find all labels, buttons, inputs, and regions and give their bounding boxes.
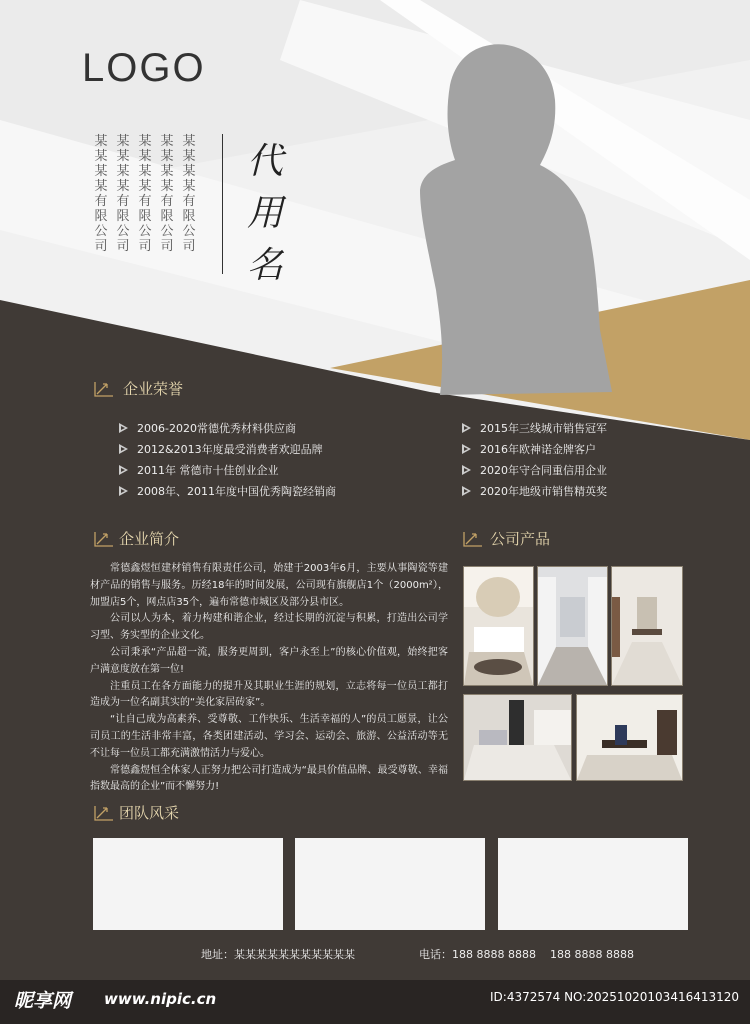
watermark-url: www.nipic.cn — [104, 990, 217, 1008]
company-name-column: 某某某某有限公司 — [182, 134, 196, 254]
honor-item: 2020年地级市销售精英奖 — [460, 484, 607, 498]
play-triangle-icon — [460, 485, 472, 497]
logo: LOGO — [82, 46, 206, 90]
intro-paragraph: 公司以人为本，着力构建和谐企业，经过长期的沉淀与积累，打造出公司学习型、务实型的企业文化。 — [90, 613, 448, 642]
intro-title: 企业简介 — [119, 530, 180, 548]
brand-name-calligraphy: 代用名 — [246, 141, 283, 286]
team-photo-placeholder — [295, 838, 485, 930]
play-triangle-icon — [117, 443, 129, 455]
company-name-column: 某某某某有限公司 — [116, 134, 130, 254]
intro-paragraph: 注重员工在各方面能力的提升及其职业生涯的规划，立志将每一位员工都打造成为一位名副其实的“美化家居砖家”。 — [90, 680, 448, 709]
products-heading — [462, 528, 550, 549]
play-triangle-icon — [460, 443, 472, 455]
honor-item: 2011年 常德市十佳创业企业 — [117, 463, 336, 477]
team-title: 团队风采 — [119, 804, 180, 822]
section-arrow-icon — [462, 530, 484, 548]
vertical-divider — [222, 134, 223, 274]
company-name-column: 某某某某有限公司 — [94, 134, 108, 254]
products-title: 公司产品 — [490, 530, 551, 548]
honor-item: 2008年、2011年度中国优秀陶瓷经销商 — [117, 484, 336, 498]
company-name-column: 某某某某有限公司 — [138, 134, 152, 254]
team-heading — [93, 802, 179, 823]
intro-text — [90, 561, 448, 796]
honor-item: 2006-2020常德优秀材料供应商 — [117, 421, 336, 435]
team-photo-placeholder — [93, 838, 283, 930]
section-arrow-icon — [93, 804, 115, 822]
honor-item: 2015年三线城市销售冠军 — [460, 421, 607, 435]
honors-list-right — [460, 421, 607, 498]
section-arrow-icon — [93, 530, 115, 548]
product-photo-dining-room — [611, 566, 683, 686]
honor-item: 2012&2013年度最受消费者欢迎品牌 — [117, 442, 336, 456]
footer-phone: 电话：188 8888 8888 188 8888 8888 — [419, 948, 634, 961]
intro-paragraph: 常德鑫煜恒建材销售有限责任公司，始建于2003年6月，主要从事陶瓷等建材产品的销售与服务。历经18年的时间发展，公司现有旗舰店1个（2000m²），加盟店5个，网点店35个，遍布常德市城区及部分县市区。 — [90, 563, 448, 608]
honor-item: 2020年守合同重信用企业 — [460, 463, 607, 477]
intro-heading — [93, 528, 179, 549]
honor-item: 2016年欧神诺金牌客户 — [460, 442, 607, 456]
watermark-id: ID:4372574 NO:20251020103416413120 — [490, 990, 740, 1004]
intro-paragraph: 公司秉承“产品超一流，服务更周到，客户永至上”的核心价值观，始终把客户满意度放在第一位! — [90, 646, 448, 675]
product-photo-study — [576, 694, 683, 781]
team-photo-placeholder — [498, 838, 688, 930]
section-arrow-icon — [93, 380, 115, 398]
play-triangle-icon — [460, 422, 472, 434]
footer-address: 地址：某某某某某某某某某某某 — [201, 948, 355, 961]
product-photo-living-room — [463, 566, 534, 686]
honors-title: 企业荣誉 — [123, 380, 184, 398]
company-name-column: 某某某某有限公司 — [160, 134, 174, 254]
play-triangle-icon — [117, 422, 129, 434]
intro-paragraph: “让自己成为高素养、受尊敬、工作快乐、生活幸福的人”的员工愿景，让公司员工的生活非常丰富，各类团建活动、学习会、运动会、旅游、公益活动等无不让每一位员工都充满激情活力与爱心。 — [90, 714, 448, 759]
play-triangle-icon — [117, 464, 129, 476]
honors-list-left — [117, 421, 336, 498]
intro-paragraph: 常德鑫煜恒全体家人正努力把公司打造成为“最具价值品牌、最受尊敬、幸福指数最高的企业”而不懈努力! — [90, 764, 448, 793]
honors-heading — [93, 378, 183, 399]
play-triangle-icon — [117, 485, 129, 497]
product-photo-kitchen — [537, 566, 608, 686]
product-photo-lounge — [463, 694, 572, 781]
play-triangle-icon — [460, 464, 472, 476]
watermark-site-logo: 昵享网 — [14, 990, 72, 1012]
